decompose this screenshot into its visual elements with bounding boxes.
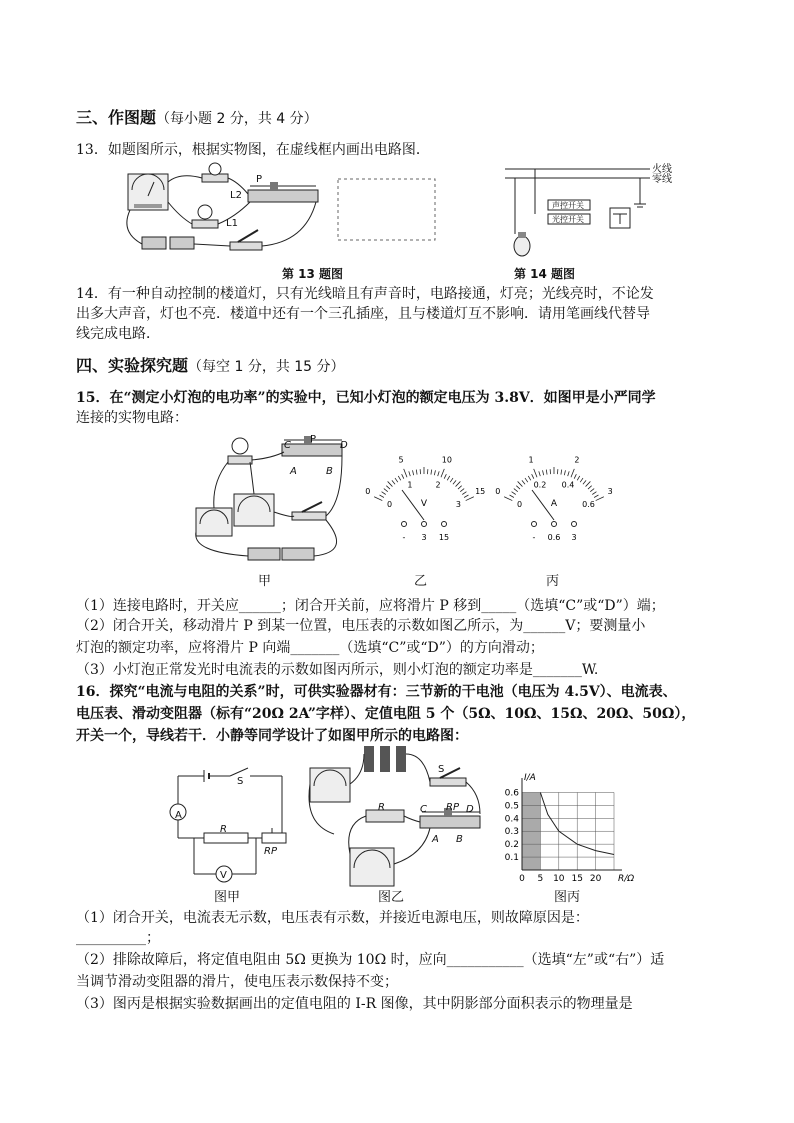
fig13-label-l2: L2 xyxy=(230,190,242,201)
voltmeter-top-tick-label: 5 xyxy=(398,455,404,465)
ammeter-tick xyxy=(596,497,604,501)
ammeter-tick xyxy=(504,497,512,501)
voltmeter-bottom-tick-label: 3 xyxy=(455,499,461,509)
voltmeter-tick xyxy=(409,471,410,476)
fig16-label-a: A xyxy=(175,810,182,821)
voltmeter-tick xyxy=(413,470,414,475)
fig14-neutral-wire: 零线 xyxy=(652,174,672,185)
voltmeter-tick xyxy=(395,478,398,482)
y-tick-label: 0.4 xyxy=(504,814,519,825)
ammeter-tick xyxy=(510,495,514,497)
ammeter-tick xyxy=(594,495,598,497)
voltmeter-tick xyxy=(388,481,393,486)
voltmeter-tick xyxy=(402,474,404,478)
voltmeter-tick xyxy=(382,492,386,495)
voltmeter-tick xyxy=(431,470,432,475)
ammeter-top-tick-label: 0 xyxy=(495,486,501,496)
fig16b-label-d: D xyxy=(466,804,474,815)
ammeter-tick xyxy=(518,481,523,486)
fig16b-label-s: S xyxy=(438,764,445,775)
q15-line-2: 连接的实物电路： xyxy=(76,410,188,426)
voltmeter-tick xyxy=(450,478,453,482)
x-tick-label: 15 xyxy=(571,874,583,884)
fig15-label-p: P xyxy=(310,434,317,445)
voltmeter-tick xyxy=(398,476,401,480)
fig15-caption-yi: 乙 xyxy=(414,574,428,589)
section4-title: 四、实验探究题 xyxy=(76,356,189,375)
ammeter-tick xyxy=(532,474,534,478)
section3-title: 三、作图题 xyxy=(76,108,157,127)
q16-part-1: （1）闭合开关，电流表无示数，电压表有示数，并接近电源电压，则故障原因是： xyxy=(76,910,589,926)
voltmeter-tick xyxy=(460,489,464,492)
q14-line-1: 14．有一种自动控制的楼道灯，只有光线暗且有声音时，电路接通，灯亮；光线亮时，不论发 xyxy=(76,286,654,302)
figure-16-physical xyxy=(304,744,484,894)
y-tick-label: 0.3 xyxy=(504,827,519,838)
voltmeter-tick xyxy=(374,497,382,501)
voltmeter-tick xyxy=(416,470,417,475)
fig16-caption-bing: 图丙 xyxy=(554,890,581,905)
ammeter-tick xyxy=(512,492,516,495)
ammeter-terminal-label: - xyxy=(532,533,536,542)
voltmeter-terminal xyxy=(442,522,447,527)
voltmeter-terminal xyxy=(402,522,407,527)
q15-part-2: （2）闭合开关，移动滑片 P 到某一位置，电压表的示数如图乙所示，为______V；要测量小 xyxy=(76,618,646,634)
ammeter-tick xyxy=(580,478,583,482)
voltmeter-dial xyxy=(354,440,494,560)
q14-line-2: 出多大声音，灯也不亮．楼道中还有一个三孔插座，且与楼道灯互不影响．请用笔画线代替导 xyxy=(76,306,650,322)
ammeter-tick xyxy=(586,481,591,486)
fig14-caption: 第 14 题图 xyxy=(514,267,576,281)
voltmeter-tick xyxy=(444,474,446,478)
ammeter-top-tick-label: 2 xyxy=(574,455,580,465)
ammeter-bottom-tick-label: 0.4 xyxy=(561,480,575,490)
ammeter-tick xyxy=(564,470,565,475)
fig16b-label-c: C xyxy=(420,804,427,815)
q14-line-3: 线完成电路． xyxy=(76,326,160,342)
voltmeter-tick xyxy=(456,481,461,486)
voltmeter-tick xyxy=(384,489,388,492)
fig15-label-c: C xyxy=(284,440,291,451)
ammeter-tick xyxy=(577,476,580,480)
q16-line-3: 开关一个，导线若干．小静等同学设计了如图甲所示的电路图： xyxy=(76,728,468,744)
voltmeter-tick xyxy=(453,480,456,484)
voltmeter-terminal xyxy=(422,522,427,527)
fig15-label-a: A xyxy=(290,466,297,477)
fig15-caption-bing: 丙 xyxy=(546,574,560,589)
q15-part-2-cont: 灯泡的额定功率，应将滑片 P 向端_______（选填“C”或“D”）的方向滑动； xyxy=(76,640,544,656)
section4-heading xyxy=(76,356,345,377)
ammeter-terminal xyxy=(572,522,577,527)
ammeter-bottom-tick-label: 0.2 xyxy=(533,480,547,490)
fig14-live-wire: 火线 xyxy=(652,164,672,175)
fig16-label-rp: RP xyxy=(264,846,277,857)
voltmeter-unit: V xyxy=(420,499,428,509)
q16-part-2-cont: 当调节滑动变阻器的滑片，使电压表示数保持不变； xyxy=(76,974,398,990)
q15-line-1: 15．在“测定小灯泡的电功率”的实验中，已知小灯泡的额定电压为 3.8V．如图甲是小严同学 xyxy=(76,390,656,406)
figure-15-circuit xyxy=(192,432,362,572)
fig14-light-switch: 光控开关 xyxy=(552,215,584,224)
y-tick-label: 0.5 xyxy=(504,801,519,812)
voltmeter-bottom-tick-label: 0 xyxy=(387,499,393,509)
fig15-label-d: D xyxy=(340,440,348,451)
ammeter-terminal-label: 3 xyxy=(571,533,577,542)
voltmeter-tick xyxy=(458,486,462,489)
ir-graph xyxy=(496,766,636,886)
q16-line-2: 电压表、滑动变阻器（标有“20Ω 2A”字样）、定值电阻 5 个（5Ω、10Ω、15Ω、20Ω、50Ω）， xyxy=(76,706,696,722)
ammeter-tick xyxy=(525,478,528,482)
ammeter-tick xyxy=(543,470,544,475)
ammeter-tick xyxy=(571,469,574,477)
fig16-label-r: R xyxy=(220,824,227,835)
x-tick-label: 10 xyxy=(553,874,565,884)
voltmeter-bottom-tick-label: 2 xyxy=(435,480,441,490)
fig16b-label-rp: RP xyxy=(446,802,459,813)
x-axis-label: R/Ω xyxy=(618,874,635,884)
fig14-sound-switch: 声控开关 xyxy=(552,201,584,210)
ammeter-tick xyxy=(546,470,547,475)
q16-part-2: （2）排除故障后，将定值电阻由 5Ω 更换为 10Ω 时，应向___________（选填“左”或“右”）适 xyxy=(76,952,665,968)
ammeter-tick xyxy=(590,489,594,492)
q16-part-1-blank: __________； xyxy=(76,930,160,946)
answer-box-dashed xyxy=(337,178,437,242)
ammeter-tick xyxy=(574,474,576,478)
voltmeter-top-tick-label: 10 xyxy=(441,455,452,465)
figure-16-schematic xyxy=(164,766,294,886)
voltmeter-tick xyxy=(380,495,384,497)
ammeter-tick xyxy=(516,486,520,489)
ammeter-bottom-tick-label: 0 xyxy=(517,499,523,509)
section3-note: （每小题 2 分，共 4 分） xyxy=(156,111,318,127)
voltmeter-tick xyxy=(434,470,435,475)
y-tick-label: 0.6 xyxy=(504,788,519,799)
ammeter-tick xyxy=(583,480,586,484)
q16-line-1: 16．探究“电流与电阻的关系”时，可供实验器材有：三节新的干电池（电压为 4.5V）、电流表、 xyxy=(76,684,677,700)
q15-part-3: （3）小灯泡正常发光时电流表的示数如图丙所示，则小灯泡的额定功率是_______W. xyxy=(76,662,599,678)
fig16-caption-jia: 图甲 xyxy=(214,890,241,905)
voltmeter-tick xyxy=(404,469,407,477)
ammeter-tick xyxy=(534,469,537,477)
voltmeter-tick xyxy=(438,471,439,476)
ammeter-terminal xyxy=(532,522,537,527)
fig15-label-b: B xyxy=(326,466,333,477)
ammeter-bottom-tick-label: 0.6 xyxy=(582,499,595,509)
fig16b-label-r: R xyxy=(378,802,385,813)
y-axis-label: I/A xyxy=(524,773,536,783)
ammeter-tick xyxy=(592,492,596,495)
voltmeter-tick xyxy=(392,480,395,484)
voltmeter-top-tick-label: 0 xyxy=(365,486,371,496)
section4-note: （每空 1 分，共 15 分） xyxy=(188,359,345,375)
ammeter-unit: A xyxy=(550,499,558,509)
voltmeter-bottom-tick-label: 1 xyxy=(407,480,413,490)
ammeter-terminal-label: 0.6 xyxy=(547,533,561,542)
voltmeter-tick xyxy=(464,495,468,497)
fig16-label-v: V xyxy=(220,870,227,881)
voltmeter-tick xyxy=(386,486,390,489)
ammeter-tick xyxy=(561,470,562,475)
ammeter-tick xyxy=(568,471,569,476)
fig16-caption-yi: 图乙 xyxy=(378,890,405,905)
question-13: 13．如题图所示，根据实物图，在虚线框内画出电路图． xyxy=(76,142,430,158)
voltmeter-tick xyxy=(447,476,450,480)
fig16b-label-a: A xyxy=(432,834,439,845)
voltmeter-terminal-label: - xyxy=(402,533,406,542)
ammeter-top-tick-label: 3 xyxy=(607,486,613,496)
ammeter-tick xyxy=(514,489,518,492)
fig13-caption: 第 13 题图 xyxy=(282,267,344,281)
fig13-label-p: P xyxy=(256,174,263,185)
fig13-label-l1: L1 xyxy=(226,218,238,229)
ammeter-tick xyxy=(528,476,531,480)
section3-heading xyxy=(76,108,318,129)
voltmeter-top-tick-label: 15 xyxy=(475,486,486,496)
voltmeter-tick xyxy=(441,469,444,477)
y-tick-label: 0.2 xyxy=(504,840,519,851)
voltmeter-tick xyxy=(466,497,474,501)
y-tick-label: 0.1 xyxy=(504,853,519,864)
voltmeter-terminal-label: 3 xyxy=(421,533,427,542)
x-tick-label: 5 xyxy=(537,874,544,884)
ammeter-tick xyxy=(539,471,540,476)
q16-part-3: （3）图丙是根据实验数据画出的定值电阻的 I-R 图像，其中阴影部分面积表示的物理量是 xyxy=(76,996,633,1012)
x-tick-label: 20 xyxy=(589,874,602,884)
ammeter-terminal xyxy=(552,522,557,527)
x-tick-label: 0 xyxy=(519,874,525,884)
q15-part-1: （1）连接电路时，开关应______；闭合开关前，应将滑片 P 移到_____（选填“C”或“D”）端； xyxy=(76,598,665,614)
fig16b-label-b: B xyxy=(456,834,463,845)
voltmeter-tick xyxy=(462,492,466,495)
fig15-caption-jia: 甲 xyxy=(258,574,272,589)
voltmeter-terminal-label: 15 xyxy=(438,533,450,542)
ammeter-tick xyxy=(588,486,592,489)
ammeter-tick xyxy=(522,480,525,484)
ammeter-top-tick-label: 1 xyxy=(528,455,534,465)
figure-13-circuit xyxy=(120,162,330,262)
ammeter-dial xyxy=(484,440,624,560)
fig16-label-s: S xyxy=(237,776,244,787)
